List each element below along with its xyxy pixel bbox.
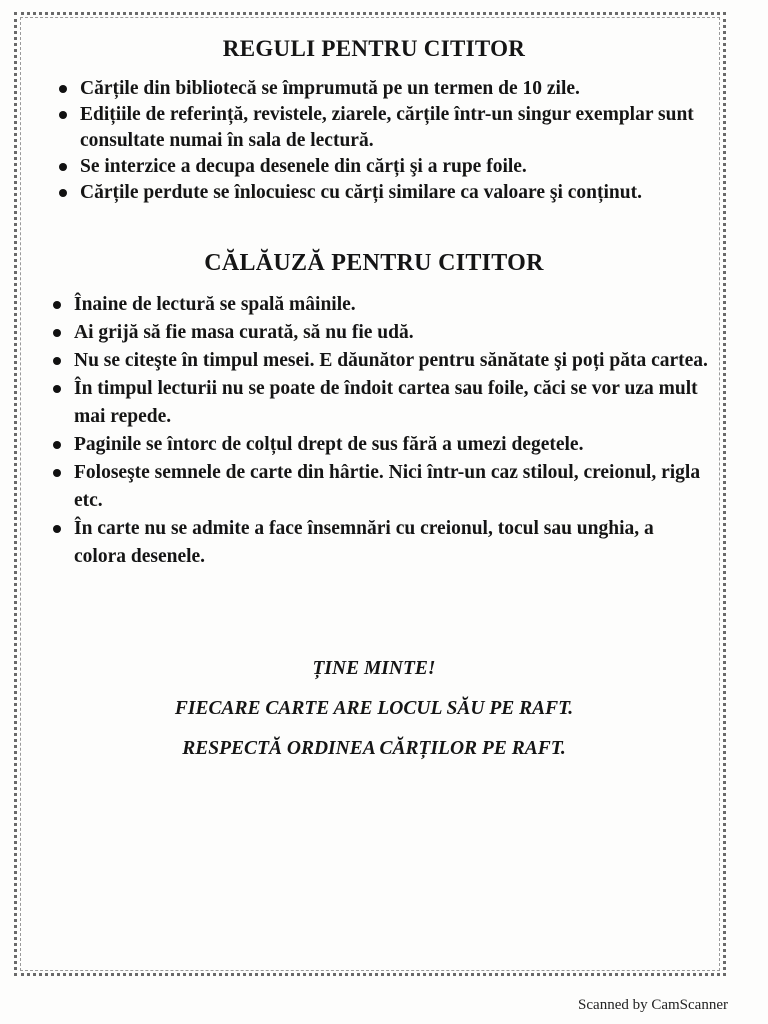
reader-guide-title: CĂLĂUZĂ PENTRU CITITOR [204, 250, 544, 276]
guide-item: În timpul lecturii nu se poate de îndoit cartea sau foile, căci se vor uza mult mai repede. [74, 375, 708, 431]
remember-heading: ȚINE MINTE! [312, 658, 436, 679]
rule-item: Se interzice a decupa desenele din cărți şi a rupe foile. [80, 154, 708, 180]
guide-item: Paginile se întorc de colțul drept de sus fără a umezi degetele. [74, 431, 708, 459]
document-content [40, 26, 708, 769]
guide-item: Ai grijă să fie masa curată, să nu fie udă. [74, 319, 708, 347]
remember-line-1: FIECARE CARTE ARE LOCUL SĂU PE RAFT. [174, 698, 574, 719]
scanner-watermark: Scanned by CamScanner [578, 997, 728, 1013]
reader-rules-title: REGULI PENTRU CITITOR [222, 36, 526, 61]
guide-item: În carte nu se admite a face însemnări cu creionul, tocul sau unghia, a colora desenele. [74, 515, 708, 571]
guide-item: Înaine de lectură se spală mâinile. [74, 291, 708, 319]
reader-guide-list [40, 291, 708, 571]
remember-line-2: RESPECTĂ ORDINEA CĂRȚILOR PE RAFT. [182, 738, 566, 759]
remember-block [40, 649, 708, 769]
rule-item: Edițiile de referință, revistele, ziarele, cărțile într-un singur exemplar sunt consultate numai în sala de lectură. [80, 102, 708, 154]
guide-item: Nu se citeşte în timpul mesei. E dăunător pentru sănătate şi poți păta cartea. [74, 347, 708, 375]
reader-rules-list [40, 76, 708, 206]
rule-item: Cărțile perdute se înlocuiesc cu cărți similare ca valoare şi conținut. [80, 180, 708, 206]
guide-item: Foloseşte semnele de carte din hârtie. Nici într-un caz stiloul, creionul, rigla etc. [74, 459, 708, 515]
rule-item: Cărțile din bibliotecă se împrumută pe un termen de 10 zile. [80, 76, 708, 102]
